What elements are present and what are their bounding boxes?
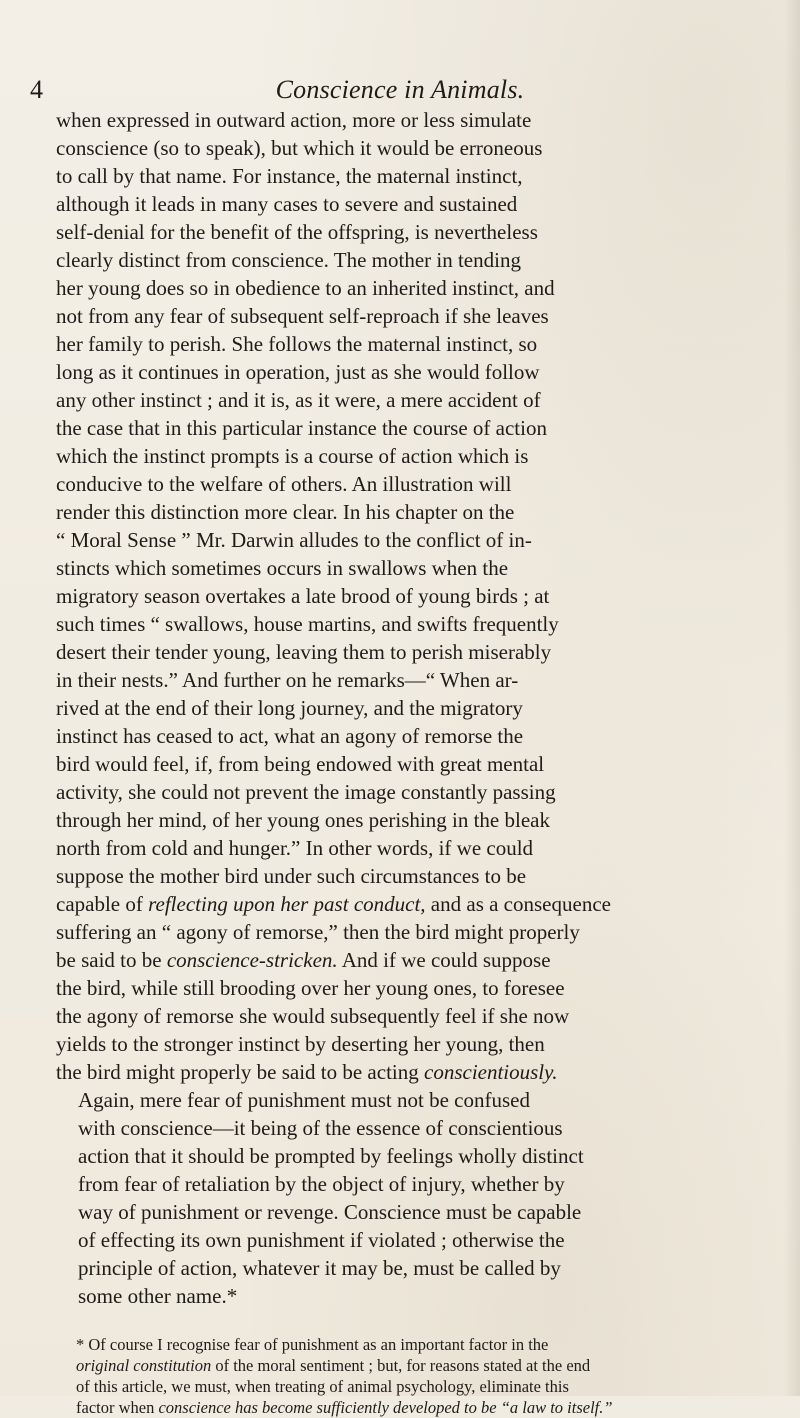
text-line: render this distinction more clear. In his chapter on the [56,500,515,524]
footnote-line: * Of course I recognise fear of punishment as an important factor in the [76,1335,549,1354]
text-line: her family to perish. She follows the maternal instinct, so [56,332,538,356]
text-line: the case that in this particular instance the course of action [56,416,547,440]
text-line: north from cold and hunger.” In other words, if we could [56,836,534,860]
text-line: self-denial for the benefit of the offspring, is nevertheless [56,220,538,244]
text-line: conscience (so to speak), but which it would be erroneous [56,136,543,160]
text-line: migratory season overtakes a late brood of young birds ; at [56,584,550,608]
text-line: rived at the end of their long journey, and the migratory [56,696,523,720]
text-line: of effecting its own punishment if violated ; otherwise the [78,1228,565,1252]
text-line: clearly distinct from conscience. The mother in tending [56,248,521,272]
text-line: to call by that name. For instance, the maternal instinct, [56,164,523,188]
text-line: way of punishment or revenge. Conscience must be capable [78,1200,582,1224]
page-header [20,73,780,107]
text-line [56,890,780,918]
text-line: through her mind, of her young ones perishing in the bleak [56,808,550,832]
text-line: stincts which sometimes occurs in swallows when the [56,556,509,580]
running-title: Conscience in Animals. [275,75,525,104]
text-line: suppose the mother bird under such circumstances to be [56,864,527,888]
italic-run: conscience-stricken. [166,948,338,972]
footnote [56,1334,780,1418]
text-line: Again, mere fear of punishment must not be confused [78,1088,530,1112]
footnote-line [56,1355,780,1376]
text-line: her young does so in obedience to an inherited instinct, and [56,276,555,300]
text-run: the bird might properly be said to be acting [56,1060,424,1084]
text-line: which the instinct prompts is a course of action which is [56,444,529,468]
text-line: when expressed in outward action, more or less simulate [56,108,532,132]
text-line: not from any fear of subsequent self-reproach if she leaves [56,304,549,328]
body-text [56,106,780,1418]
text-line: “ Moral Sense ” Mr. Darwin alludes to the conflict of in- [56,528,532,552]
text-line: bird would feel, if, from being endowed with great mental [56,752,545,776]
text-run: be said to be [56,948,167,972]
text-line: the bird, while still brooding over her young ones, to foresee [56,976,565,1000]
text-line: such times “ swallows, house martins, and swifts frequently [56,612,559,636]
text-line: action that it should be prompted by feelings wholly distinct [78,1144,584,1168]
text-run: And if we could suppose [337,948,551,972]
text-line: instinct has ceased to act, what an agony of remorse the [56,724,524,748]
text-run: of the moral sentiment ; but, for reasons stated at the end [211,1356,591,1375]
text-line: in their nests.” And further on he remarks—“ When ar- [56,668,519,692]
footnote-line [56,1397,780,1418]
text-line: some other name.* [78,1284,238,1308]
page-number: 4 [30,75,43,104]
footnote-line: of this article, we must, when treating of animal psychology, eliminate this [76,1377,569,1396]
text-line: principle of action, whatever it may be, must be called by [78,1256,561,1280]
text-line: desert their tender young, leaving them to perish miserably [56,640,552,664]
italic-run: original constitution [76,1356,212,1375]
text-line [56,1058,780,1086]
text-line: with conscience—it being of the essence of conscientious [78,1116,563,1140]
text-line: conducive to the welfare of others. An illustration will [56,472,512,496]
text-line: long as it continues in operation, just as she would follow [56,360,540,384]
paragraph-2 [56,1086,780,1310]
text-run: and as a consequence [425,892,611,916]
italic-run: conscientiously. [424,1060,558,1084]
text-line: from fear of retaliation by the object of injury, whether by [78,1172,565,1196]
text-line: suffering an “ agony of remorse,” then the bird might properly [56,920,580,944]
text-line: although it leads in many cases to severe and sustained [56,192,518,216]
text-line: the agony of remorse she would subsequently feel if she now [56,1004,570,1028]
text-line: yields to the stronger instinct by deserting her young, then [56,1032,545,1056]
text-run: factor when [76,1398,159,1417]
paragraph-1 [56,106,780,1086]
italic-run: reflecting upon her past conduct, [148,892,426,916]
italic-run: conscience has become sufficiently developed to be “a law to itself.” [158,1398,613,1417]
text-run: capable of [56,892,149,916]
text-line: activity, she could not prevent the image constantly passing [56,780,556,804]
text-line: any other instinct ; and it is, as it were, a mere accident of [56,388,541,412]
text-line [56,946,780,974]
